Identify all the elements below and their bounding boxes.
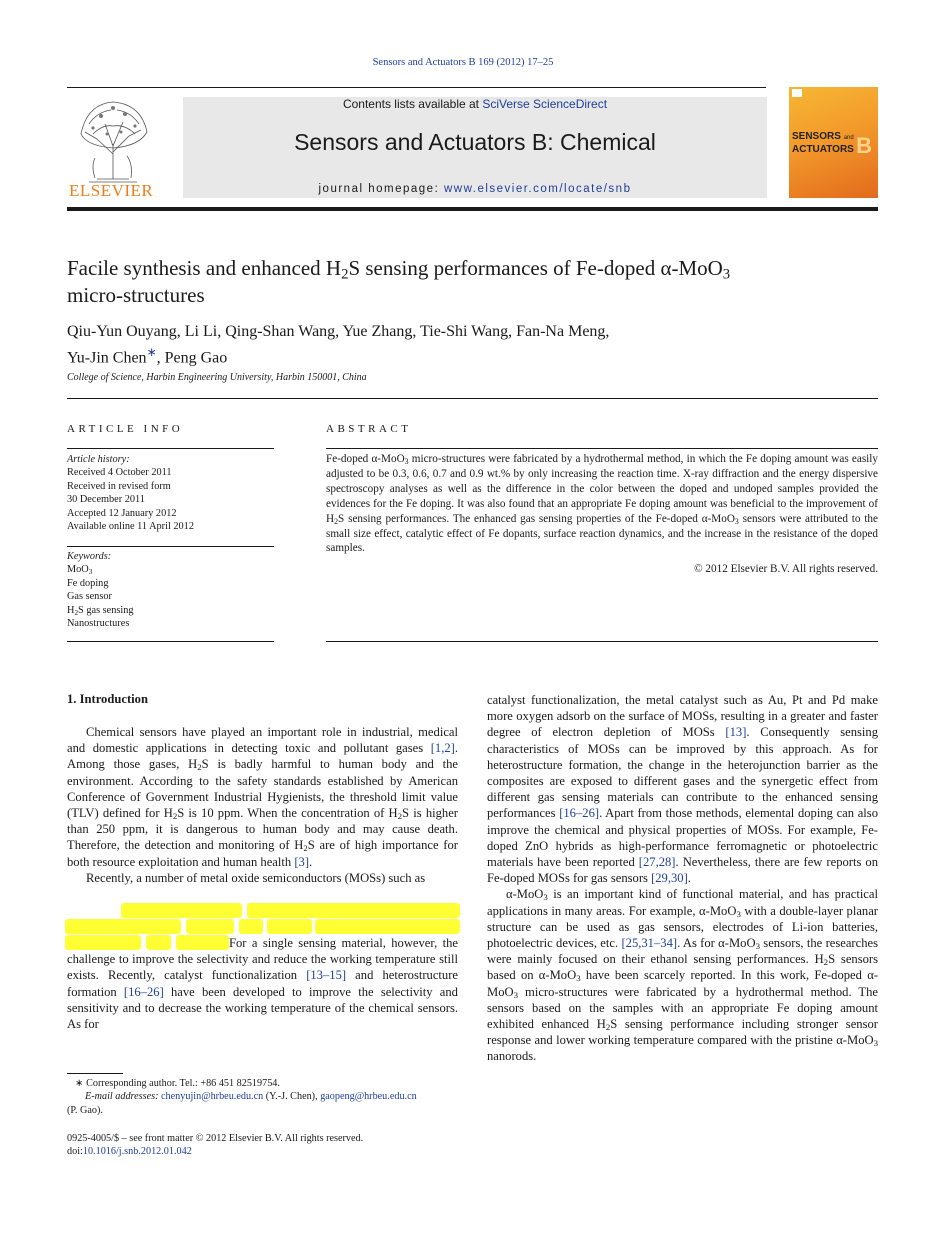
highlight-block [65,919,181,934]
doi-line: doi:10.1016/j.snb.2012.01.042 [67,1146,192,1158]
journal-reference[interactable]: Sensors and Actuators B 169 (2012) 17–25 [372,57,554,68]
article-info-heading: ARTICLE INFO [67,423,184,435]
intro-paragraph-2: Recently, a number of metal oxide semiconductors (MOSs) such as [86,870,426,885]
abstract-heading: ABSTRACT [326,423,412,435]
email-note: E-mail addresses: chenyujin@hrbeu.edu.cn (Y.-J. Chen), gaopeng@hrbeu.edu.cn [85,1091,417,1103]
contents-line: Contents lists available at SciVerse ScienceDirect [342,97,608,111]
cover-letter: B [856,133,872,158]
intro-paragraph-3: catalyst functionalization, the metal catalyst such as Au, Pt and Pd make more oxygen adsorb on the surface of MOSs, resulting in a greater and faster degree of electron depletion of MOSs [13]. Consequently sensing characteristics of MOSs can be improved by this approach. As for heterostructure formation, the change in the heterojunction barrier as the composites are exposed to different gases and the synergetic effect from different gas sensing materials can contribute to the enhanced sensing performances [16–26]. Apart from those methods, elemental doping can also improve the chemical and physical properties of MOSs. For example, Fe-doped ZnO hybrids as high-performance ferromagnetic or photoelectric materials have been reported [27,28]. Nevertheless, there are few reports on Fe-doped MOSs for gas sensors [29,30]. [487,693,878,886]
sciencedirect-link[interactable]: SciVerse ScienceDirect [482,97,608,111]
footnote-rule [67,1073,123,1074]
article-history: Article history: Received 4 October 2011 Received in revised form 30 December 2011 Accepted 12 January 2012 Available online 11 April 2012 [67,454,194,533]
title-rule [67,398,878,399]
ref-link[interactable]: [16–26] [123,984,164,999]
highlight-block [315,919,460,934]
journal-title: Sensors and Actuators B: Chemical [294,129,656,155]
cover-logo-icon [792,89,802,97]
homepage-line: journal homepage: www.elsevier.com/locate/snb [318,183,632,195]
intro-paragraph-2-cont: For a single sensing material, however, the challenge to improve the selectivity and reduce the working temperature still exists. Recently, catalyst functionalization [13–15] and heterostructure formation [16–26] have been developed to improve the selectivity and sensitivity and to decrease the working temperature of the chemical sensors. As for [67,936,459,1032]
email-link[interactable]: gaopeng@hrbeu.edu.cn [320,1091,417,1103]
ref-link[interactable]: [27,28] [638,855,676,870]
author-list: Qiu-Yun Ouyang, Li Li, Qing-Shan Wang, Yue Zhang, Tie-Shi Wang, Fan-Na Meng, Yu-Jin Chen∗, Peng Gao [67,323,610,367]
elsevier-logo [67,94,159,199]
ref-link[interactable]: [13–15] [306,968,347,983]
intro-paragraph-4: α-MoO$_3$ is an important kind of functional material, and has practical applications in many areas. For example, α-MoO$_3$ with a double-layer planar structure can be used as gas sensors, electrodes of Li-ion batteries, photoelectric devices, etc. [25,31–34]. As for α-MoO$_3$ sensors, the researches were mainly focused on their ethanol sensing performances. $H_2S$ sensors based on α-MoO$_3$ have been scarcely reported. In this work, Fe-doped α-MoO$_3$ micro-structures were fabricated by a hydrothermal method. The sensors based on the samples with an appropriate Fe doping amount exhibited enhanced $H_2S$ sensing performance including stronger sensor response and lower working temperature compared with the pristine α-MoO$_3$ nanorods. [487,887,879,1064]
abstract-rule-top [326,448,878,449]
corresponding-author-marker[interactable]: ∗ [146,345,157,359]
intro-paragraph-1: Chemical sensors have played an important role in industrial, medical and domestic applications in detecting toxic and pollutant gases [1,2]. Among those gases, $H_2S$ is badly harmful to human body and the environment. According to the safety standards established by American Conference of Government Industrial Hygienists, the threshold limit value (TLV) defined for $H_2S$ is 10 ppm. When the concentration of $H_2S$ is higher than 250 ppm, it is dangerous to human body and may cause death. Therefore, the detection and monitoring of $H_2S$ are of high importance for both resource exploitation and human health [3]. [67,725,459,869]
info-rule-mid [67,546,274,547]
info-rule-bottom [67,641,274,642]
abstract-text: Fe-doped α-MoO$_3$ micro-structures were fabricated by a hydrothermal method, in which the Fe doping amount was easily adjusted to be 0.3, 0.6, 0.7 and 0.9 wt.% by only increasing the reaction time. X-ray diffraction and the energy dispersive spectroscopy analyses as well as the difference in the color between the doped and undoped samples provided the evidences for the Fe doping. It was also found that an appropriate Fe doping amount was beneficial to the improvement of $H_2S$ sensing performances. The enhanced gas sensing properties of the Fe-doped α-MoO$_3$ sensors were attributed to the small size effect, catalytic effect of Fe dopants, surface reaction dynamics, and the increase in the resistance of the doped samples. © 2012 Elsevier B.V. All rights reserved. [326,453,878,576]
highlight-block [267,919,312,934]
section-heading-introduction: 1. Introduction [67,692,148,706]
highlight-block [239,919,263,934]
intro-column-left [67,724,458,886]
header-thick-rule [67,207,878,211]
highlight-block [186,919,234,934]
cover-title: SENSORS and ACTUATORS [792,131,854,155]
ref-link[interactable]: [1,2] [430,741,455,756]
ref-link[interactable]: [16–26] [559,806,600,821]
corresponding-note: ∗ Corresponding author. Tel.: +86 451 82519754. [75,1078,280,1089]
header-rule [67,87,766,88]
ref-link[interactable]: [29,30] [651,871,688,886]
footnotes: ∗ Corresponding author. Tel.: +86 451 82519754. E-mail addresses: chenyujin@hrbeu.edu.cn (Y.-J. Chen), gaopeng@hrbeu.edu.cn (P. Gao). [67,1077,458,1117]
journal-cover [789,87,878,198]
intro-column-left-cont [67,935,458,1032]
ref-link[interactable]: [25,31–34] [621,936,678,951]
publisher-name: ELSEVIER [69,181,154,200]
email-link[interactable]: chenyujin@hrbeu.edu.cn [161,1091,264,1103]
affiliation: College of Science, Harbin Engineering University, Harbin 150001, China [67,372,367,383]
highlight-block [121,903,242,918]
copyright: © 2012 Elsevier B.V. All rights reserved. [694,563,878,576]
ref-link[interactable]: [3] [294,854,310,869]
highlight-block [247,903,460,918]
journal-banner [183,97,767,198]
ref-link[interactable]: [13] [725,725,747,740]
info-rule-top [67,448,274,449]
abstract-rule-bottom [326,641,878,642]
article-title: Facile synthesis and enhanced $H_2S$ sensing performances of Fe-doped α-MoO$_3$ micro-structures [67,256,731,307]
doi-link[interactable]: 10.1016/j.snb.2012.01.042 [82,1146,192,1158]
intro-column-right [487,692,878,1065]
keywords: Keywords: MoO$_3$ Fe doping Gas sensor $H_2S$ gas sensing Nanostructures [67,551,134,630]
issn-line: 0925-4005/$ – see front matter © 2012 Elsevier B.V. All rights reserved. [67,1133,364,1144]
homepage-link[interactable]: www.elsevier.com/locate/snb [443,183,632,195]
front-matter [67,1132,487,1159]
